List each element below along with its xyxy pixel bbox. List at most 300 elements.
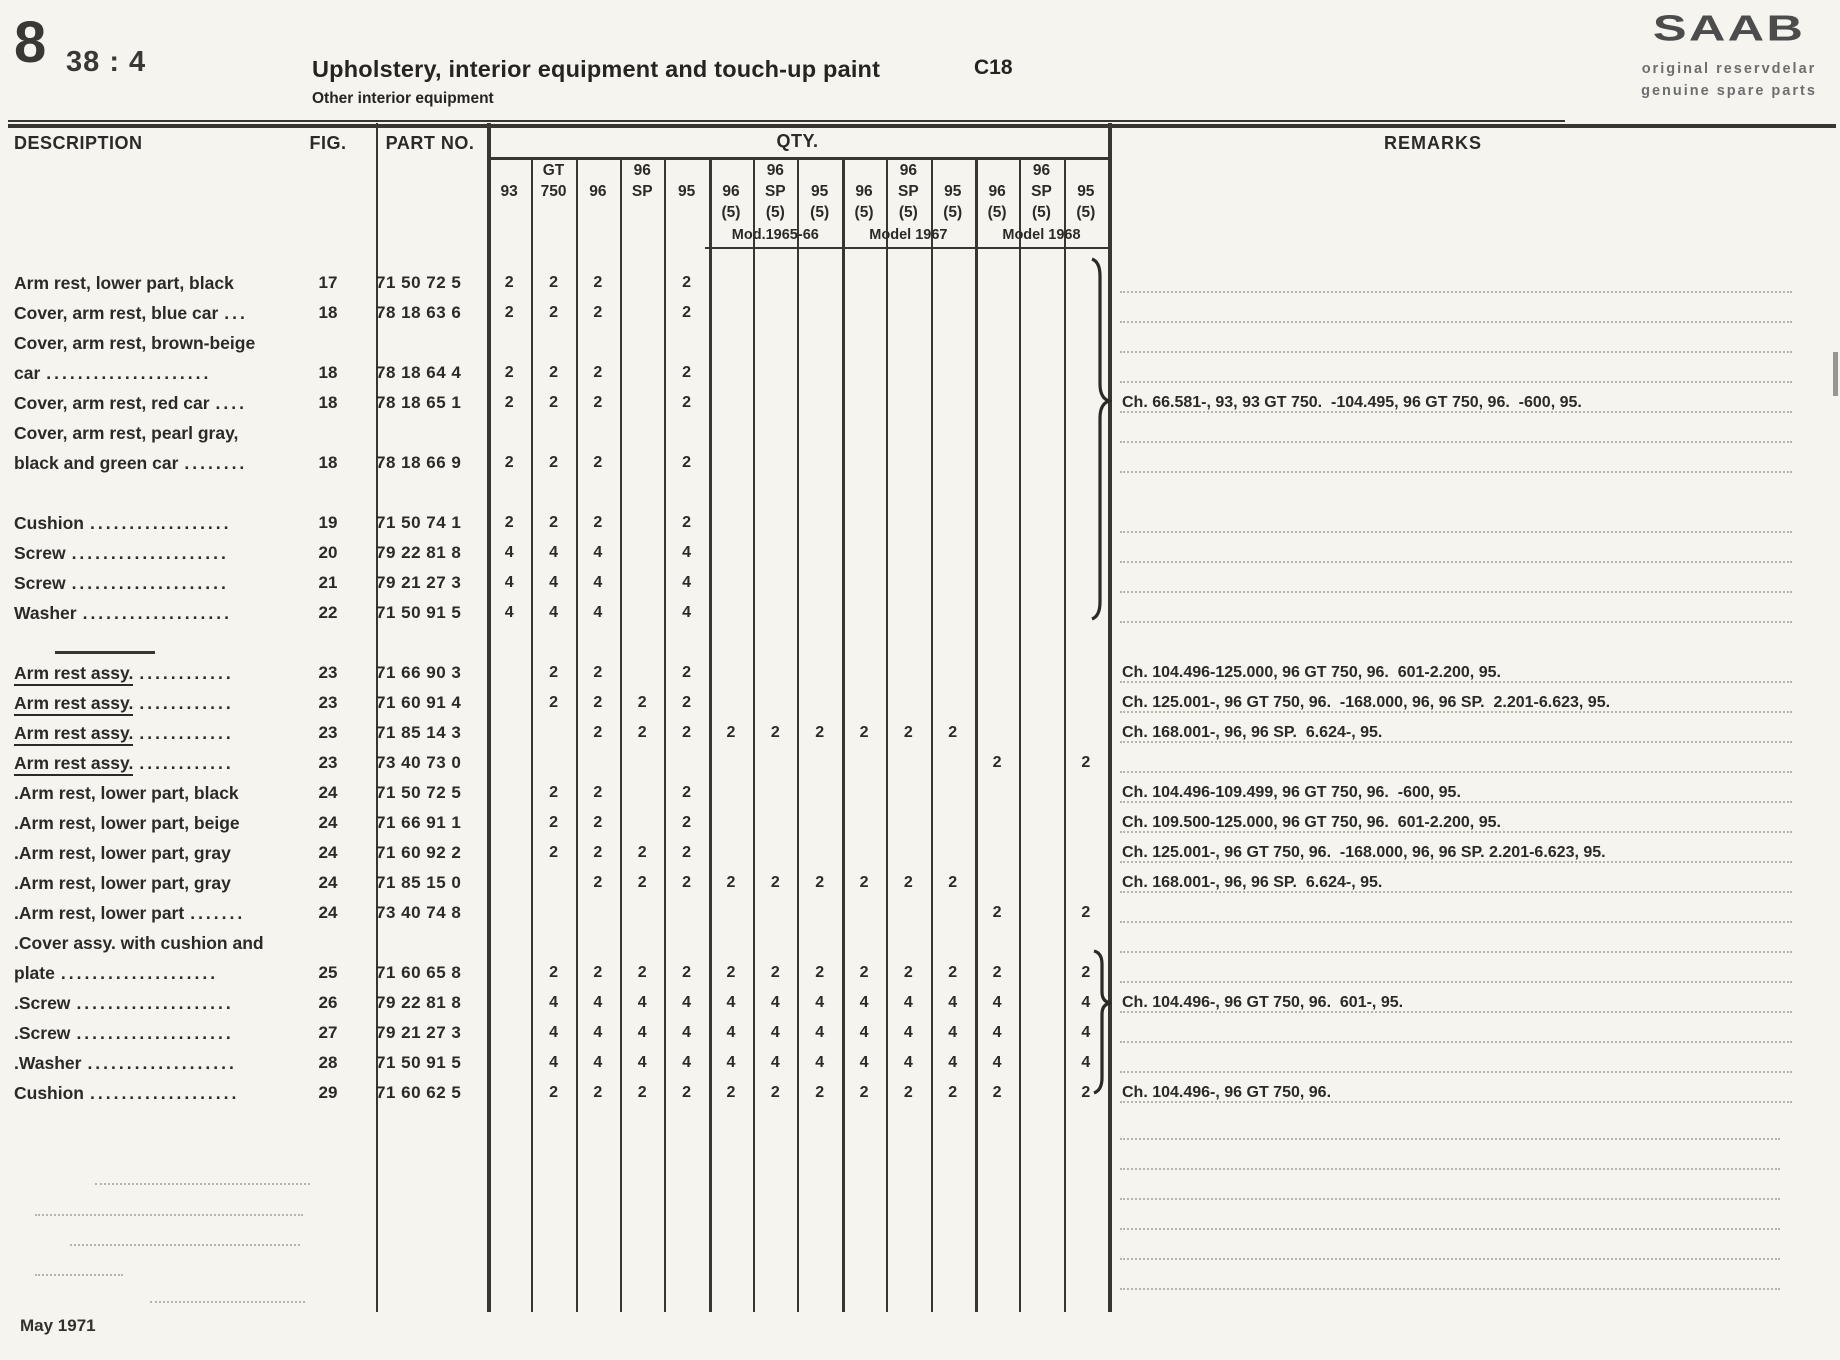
qty-cell: 4 [504,544,514,561]
qty-cell: 4 [859,1024,869,1041]
row-fig-number: 18 [318,303,338,322]
dotted-leader [1120,441,1792,443]
qty-cell: 2 [593,964,603,981]
qty-cell: 2 [682,454,692,471]
row-part-number: 71 66 91 1 [376,813,462,832]
qty-column-header-line [531,202,575,223]
qty-column-header [620,160,664,223]
description-text: .Screw [14,993,71,1013]
header-remarks: REMARKS [1383,133,1482,153]
qty-cell: 4 [682,994,692,1011]
dotted-leader [1120,471,1792,473]
qty-column-header [797,160,841,223]
row-part-number: 73 40 73 0 [376,753,462,772]
qty-column-header-line [931,160,975,181]
page-number-major: 8 [14,10,47,75]
page-number-minor: 38 : 4 [66,46,147,78]
row-part-number: 71 50 91 5 [376,603,462,622]
qty-column-header-line: 93 [500,183,518,200]
qty-cell: 2 [903,724,913,741]
qty-cell: 4 [682,574,692,591]
qty-column-header-line: 96 [899,162,917,179]
row-part-number: 79 22 81 8 [376,993,462,1012]
row-fig-number: 24 [318,843,338,862]
row-remark: Ch. 125.001-, 96 GT 750, 96. -168.000, 96, 96 SP. 2.201-6.623, 95. [1122,694,1611,711]
qty-column-header-line: 750 [540,183,567,200]
qty-column-header-line: 95 [811,183,829,200]
qty-cell: 2 [726,964,736,981]
row-part-number: 73 40 74 8 [376,903,462,922]
dotted-leader [70,1244,300,1246]
qty-column-header-line: 96 [589,183,607,200]
row-fig-number: 19 [318,513,338,532]
qty-column-header-line: 96 [722,183,740,200]
qty-column-header-line [1064,160,1108,181]
row-fig-number: 25 [318,963,338,982]
qty-cell: 4 [815,1054,825,1071]
qty-column-header-line [842,160,886,181]
leader-dots: ........ [184,453,248,473]
dotted-leader [1120,591,1792,593]
qty-cell: 4 [770,1054,780,1071]
qty-cell: 4 [948,1024,958,1041]
qty-cell: 2 [593,274,603,291]
qty-column-header-line: GT [542,162,565,179]
qty-cell: 4 [637,994,647,1011]
qty-cell: 4 [726,1024,736,1041]
qty-cell: 2 [504,364,514,381]
qty-column-header-line: (5) [1076,204,1096,221]
qty-column-header-line: SP [631,183,653,200]
row-fig-number: 24 [318,873,338,892]
qty-cell: 4 [770,994,780,1011]
qty-column-header [709,160,753,223]
qty-cell: 2 [593,394,603,411]
row-fig-number: 27 [318,1023,338,1042]
qty-cell: 4 [593,994,603,1011]
leader-dots: .................... [60,963,219,983]
qty-cell: 2 [770,874,780,891]
qty-cell: 2 [549,964,558,981]
table-rule-line [55,651,155,654]
qty-column-header-line [975,160,1019,181]
row-part-number: 78 18 65 1 [376,393,462,412]
qty-cell: 4 [948,994,958,1011]
description-text: .Arm rest, lower part, gray [14,843,231,863]
qty-column-header-line [664,202,708,223]
qty-cell: 2 [593,784,603,801]
qty-cell: 4 [593,1054,603,1071]
qty-column-header-line: (5) [943,204,963,221]
qty-cell: 4 [593,544,603,561]
dotted-leader [1120,351,1792,353]
qty-cell: 2 [948,874,958,891]
row-fig-number: 18 [318,453,338,472]
description-text: .Cover assy. with cushion and [14,933,264,953]
dotted-leader [1120,321,1792,323]
qty-cell: 2 [637,724,647,741]
qty-column-header-line: 96 [766,162,784,179]
row-remark: Ch. 168.001-, 96, 96 SP. 6.624-, 95. [1122,724,1383,741]
qty-column-header-line [797,160,841,181]
row-part-number: 71 50 72 5 [376,783,462,802]
row-part-number: 71 60 62 5 [376,1083,462,1102]
qty-column-header [842,160,886,223]
qty-cell: 2 [549,514,558,531]
table-rule-line [705,247,1108,249]
table-column-line [1064,158,1066,1312]
dotted-leader [35,1214,303,1216]
leader-dots: .................... [71,543,229,563]
qty-cell: 2 [504,274,514,291]
qty-cell: 2 [682,304,692,321]
table-column-line [1019,158,1021,1312]
qty-cell: 2 [549,364,558,381]
row-part-number: 71 60 65 8 [376,963,462,982]
dotted-leader [1120,981,1792,983]
qty-cell: 4 [1081,1054,1091,1071]
row-fig-number: 21 [318,573,338,592]
qty-cell: 4 [815,994,825,1011]
qty-cell: 2 [948,1084,958,1101]
row-fig-number: 18 [318,363,338,382]
dotted-leader [1120,561,1792,563]
qty-cell: 2 [637,964,647,981]
dotted-leader [1120,1168,1780,1170]
qty-cell: 2 [859,874,869,891]
qty-cell: 2 [815,1084,825,1101]
qty-cell: 2 [549,664,558,681]
dotted-leader [95,1183,310,1185]
qty-cell: 2 [504,454,514,471]
description-text: Screw [14,543,66,563]
description-text: black and green car [14,453,179,473]
qty-cell: 2 [948,724,958,741]
page-title: Upholstery, interior equipment and touch-up paint [312,56,881,82]
qty-cell: 2 [992,1084,1002,1101]
qty-cell: 4 [726,1054,736,1071]
qty-cell: 2 [682,874,692,891]
row-part-number: 78 18 66 9 [376,453,462,472]
qty-cell: 2 [593,1084,603,1101]
qty-cell: 2 [726,1084,736,1101]
qty-cell: 4 [992,1054,1002,1071]
qty-column-header [975,160,1019,223]
row-remark: Ch. 109.500-125.000, 96 GT 750, 96. 601-2.200, 95. [1122,814,1501,831]
row-remark: Ch. 104.496-125.000, 96 GT 750, 96. 601-2.200, 95. [1122,664,1501,681]
qty-cell: 4 [859,994,869,1011]
row-fig-number: 26 [318,993,338,1012]
qty-cell: 4 [549,994,558,1011]
row-remark: Ch. 168.001-, 96, 96 SP. 6.624-, 95. [1122,874,1383,891]
row-part-number: 78 18 64 4 [376,363,462,382]
dotted-leader [1120,1258,1780,1260]
leader-dots: ............ [139,753,234,773]
qty-cell: 2 [1081,754,1091,771]
qty-cell: 2 [549,694,558,711]
qty-cell: 4 [504,574,514,591]
description-text: Screw [14,573,66,593]
qty-column-header [931,160,975,223]
row-part-number: 71 50 72 5 [376,273,462,292]
description-text: Arm rest assy. [14,663,133,686]
qty-cell: 2 [682,364,692,381]
description-text: Cover, arm rest, pearl gray, [14,423,239,443]
dotted-leader [1120,951,1792,953]
description-text: .Screw [14,1023,71,1043]
dotted-leader [1120,1138,1780,1140]
model-group-label: Model 1968 [1002,227,1081,243]
dotted-leader [1120,921,1792,923]
dotted-leader [1120,1071,1792,1073]
qty-cell: 4 [815,1024,825,1041]
qty-column-header-line [576,202,620,223]
qty-cell: 2 [593,664,603,681]
qty-cell: 2 [593,874,603,891]
row-part-number: 71 60 91 4 [376,693,462,712]
qty-cell: 4 [903,1024,913,1041]
qty-column-header [576,160,620,223]
description-text: Cushion [14,1083,84,1103]
row-description [14,418,362,448]
qty-cell: 4 [593,574,603,591]
qty-cell: 2 [682,844,692,861]
qty-cell: 2 [682,694,692,711]
description-text: Washer [14,603,77,623]
description-text: .Washer [14,1053,82,1073]
qty-column-header-line: 96 [988,183,1006,200]
qty-cell: 2 [859,724,869,741]
qty-cell: 4 [682,544,692,561]
qty-cell: 2 [682,814,692,831]
qty-cell: 2 [637,874,647,891]
leader-dots: ..................... [46,363,212,383]
description-text: Cover, arm rest, red car [14,393,210,413]
qty-cell: 2 [593,814,603,831]
qty-column-header [753,160,797,223]
header-description: DESCRIPTION [14,133,143,153]
row-fig-number: 29 [318,1083,338,1102]
description-text: Cushion [14,513,84,533]
description-text: .Arm rest, lower part [14,903,185,923]
row-part-number: 79 22 81 8 [376,543,462,562]
row-part-number: 71 66 90 3 [376,663,462,682]
qty-cell: 2 [726,874,736,891]
row-remark: Ch. 104.496-, 96 GT 750, 96. [1122,1084,1332,1101]
qty-column-header-line: 96 [633,162,651,179]
qty-column-header-line: 95 [1077,183,1095,200]
logo-tagline-english: genuine spare parts [1641,83,1817,100]
qty-column-header-line: SP [764,183,786,200]
qty-cell: 2 [637,844,647,861]
qty-cell: 2 [859,1084,869,1101]
remark-brace-top-group [1088,256,1112,622]
leader-dots: ............ [139,663,234,683]
qty-cell: 4 [682,1024,692,1041]
description-text: Cover, arm rest, blue car [14,303,219,323]
row-part-number: 71 85 15 0 [376,873,462,892]
row-part-number: 71 85 14 3 [376,723,462,742]
leader-dots: ................... [82,603,232,623]
qty-cell: 2 [726,724,736,741]
row-remark: Ch. 104.496-, 96 GT 750, 96. 601-, 95. [1122,994,1404,1011]
row-part-number: 78 18 63 6 [376,303,462,322]
qty-cell: 2 [682,964,692,981]
qty-cell: 4 [593,1024,603,1041]
header-fig: FIG. [309,133,347,153]
qty-cell: 2 [549,814,558,831]
qty-cell: 2 [549,454,558,471]
qty-cell: 2 [593,364,603,381]
dotted-leader [35,1274,123,1276]
qty-column-header-line [576,160,620,181]
qty-cell: 4 [992,1024,1002,1041]
model-group-label: Mod.1965-66 [731,227,819,243]
dotted-leader [1120,1288,1780,1290]
qty-column-header-line: 95 [944,183,962,200]
row-fig-number: 17 [318,273,338,292]
qty-cell: 2 [682,514,692,531]
leader-dots: .................... [71,573,229,593]
dotted-leader [1120,771,1792,773]
qty-cell: 4 [903,994,913,1011]
qty-cell: 2 [903,964,913,981]
row-part-number: 71 50 91 5 [376,1053,462,1072]
description-text: Cover, arm rest, brown-beige [14,333,256,353]
qty-cell: 4 [549,604,558,621]
header-part-no: PART NO. [385,133,475,153]
qty-column-header-line: (5) [854,204,874,221]
table-column-line [975,158,979,1312]
row-part-number: 71 50 74 1 [376,513,462,532]
row-fig-number: 23 [318,723,338,742]
qty-cell: 2 [549,394,558,411]
qty-column-header-line [664,160,708,181]
qty-cell: 4 [549,574,558,591]
leader-dots: .................. [90,513,232,533]
qty-cell: 4 [1081,1024,1091,1041]
qty-column-header [487,160,531,223]
row-fig-number: 18 [318,393,338,412]
qty-cell: 2 [1081,964,1091,981]
qty-column-header-line [709,160,753,181]
row-fig-number: 24 [318,813,338,832]
qty-column-header-line: 96 [855,183,873,200]
footer-date: May 1971 [20,1316,96,1335]
qty-column-header-line: (5) [810,204,830,221]
qty-cell: 2 [1081,1084,1091,1101]
qty-cell: 2 [549,1084,558,1101]
row-fig-number: 20 [318,543,338,562]
qty-column-header-line: (5) [721,204,741,221]
qty-cell: 2 [903,1084,913,1101]
qty-column-header-line [487,202,531,223]
qty-cell: 4 [593,604,603,621]
qty-cell: 2 [593,454,603,471]
leader-dots: ............ [139,693,234,713]
qty-cell: 2 [992,964,1002,981]
row-part-number: 71 60 92 2 [376,843,462,862]
qty-cell: 4 [859,1054,869,1071]
qty-cell: 2 [992,754,1002,771]
qty-cell: 2 [504,514,514,531]
qty-column-header-line [620,202,664,223]
row-fig-number: 22 [318,603,338,622]
qty-cell: 2 [770,724,780,741]
row-remark: Ch. 104.496-109.499, 96 GT 750, 96. -600, 95. [1122,784,1461,801]
qty-cell: 2 [682,274,692,291]
table-column-line [531,158,533,1312]
qty-cell: 2 [593,844,603,861]
qty-cell: 4 [992,994,1002,1011]
qty-cell: 2 [504,394,514,411]
qty-cell: 4 [549,1054,558,1071]
row-part-number: 79 21 27 3 [376,1023,462,1042]
qty-cell: 2 [992,904,1002,921]
qty-cell: 4 [1081,994,1091,1011]
qty-cell: 4 [948,1054,958,1071]
row-fig-number: 23 [318,693,338,712]
description-text: Arm rest, lower part, black [14,273,234,293]
row-fig-number: 28 [318,1053,338,1072]
row-fig-number: 23 [318,663,338,682]
leader-dots: ... [224,303,248,323]
table-rule-line [8,120,1565,122]
qty-column-header-line: SP [898,183,919,200]
description-text: Arm rest assy. [14,693,133,716]
qty-cell: 4 [549,544,558,561]
description-text: car [14,363,41,383]
qty-cell: 2 [770,1084,780,1101]
qty-cell: 2 [637,1084,647,1101]
qty-cell: 2 [815,964,825,981]
qty-cell: 4 [770,1024,780,1041]
header-qty: QTY. [776,131,819,151]
qty-cell: 2 [593,724,603,741]
qty-cell: 4 [682,1054,692,1071]
qty-column-header-line: 96 [1032,162,1051,179]
qty-cell: 2 [815,724,825,741]
leader-dots: .................... [76,993,234,1013]
qty-column-header-line: (5) [898,204,918,221]
qty-cell: 2 [593,514,603,531]
leader-dots: .................... [76,1023,234,1043]
qty-cell: 2 [1081,904,1091,921]
qty-column-header-line: (5) [1031,204,1051,221]
row-part-number: 79 21 27 3 [376,573,462,592]
row-remark: Ch. 66.581-, 93, 93 GT 750. -104.495, 96 GT 750, 96. -600, 95. [1122,394,1582,411]
leader-dots: ....... [190,903,246,923]
qty-cell: 2 [948,964,958,981]
qty-column-header-line [487,160,531,181]
description-text: .Arm rest, lower part, gray [14,873,231,893]
qty-cell: 4 [726,994,736,1011]
qty-cell: 2 [593,304,603,321]
dotted-leader [1120,1041,1792,1043]
qty-cell: 2 [770,964,780,981]
qty-cell: 4 [637,1054,647,1071]
dotted-leader [1120,531,1792,533]
qty-cell: 4 [549,1024,558,1041]
brand-block [1620,7,1838,103]
qty-cell: 2 [815,874,825,891]
row-remark: Ch. 125.001-, 96 GT 750, 96. -168.000, 96, 96 SP. 2.201-6.623, 95. [1122,844,1606,861]
row-fig-number: 23 [318,753,338,772]
qty-column-header [664,160,708,223]
qty-cell: 4 [682,604,692,621]
dotted-leader [1120,1198,1780,1200]
qty-cell: 2 [682,724,692,741]
